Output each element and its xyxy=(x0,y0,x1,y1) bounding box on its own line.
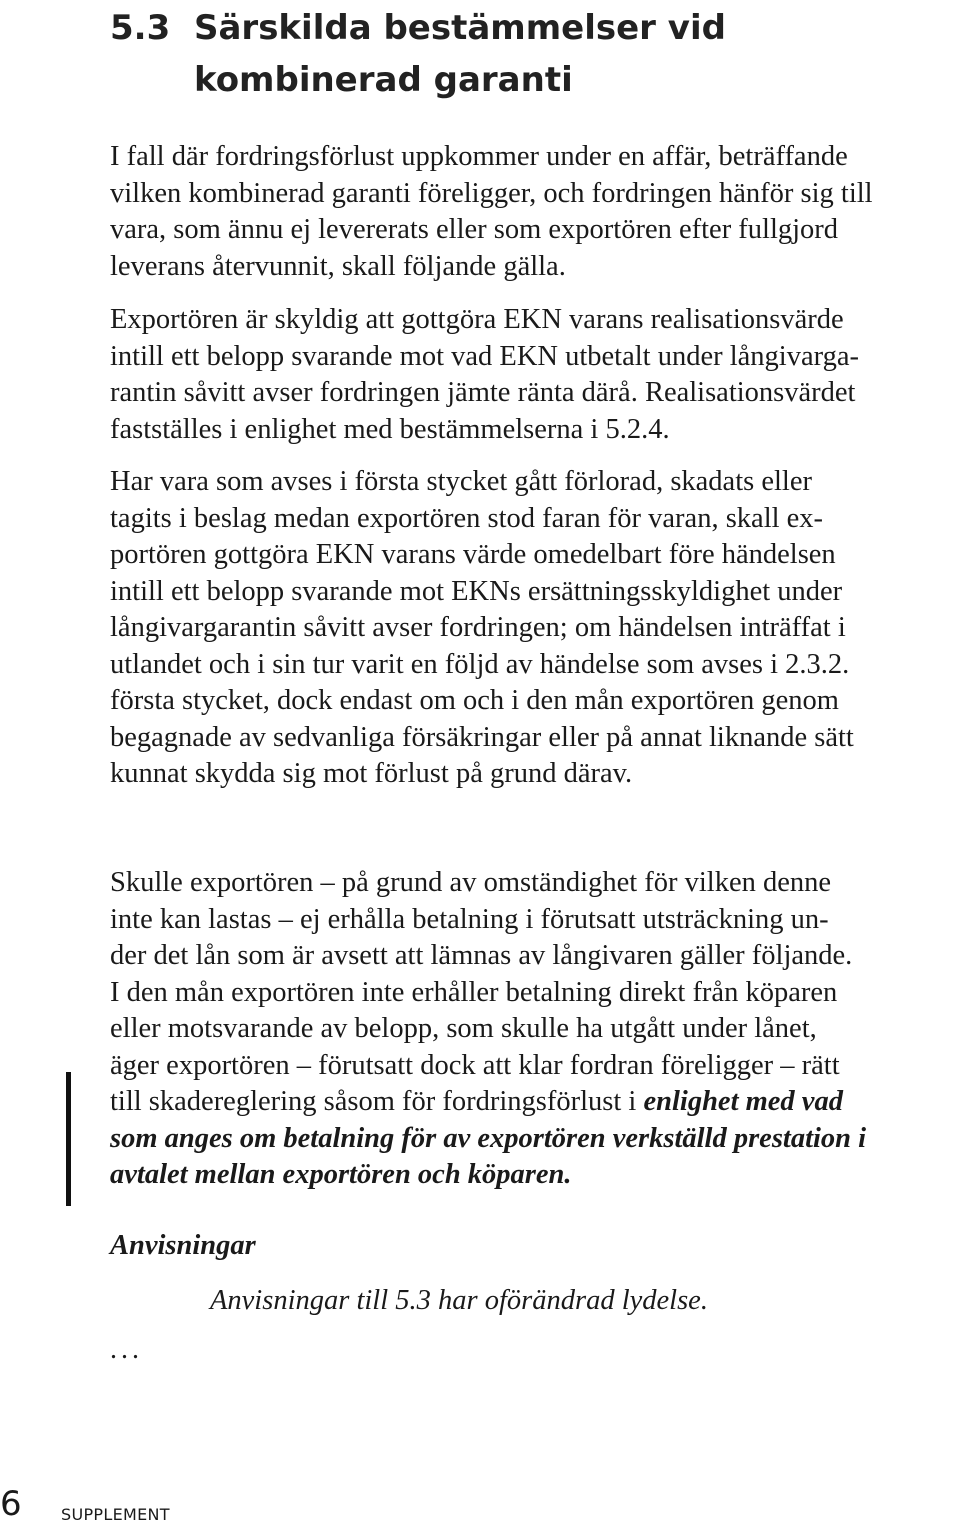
text-line: äger exportören – förutsatt dock att klar fordran föreligger – rätt xyxy=(110,1049,840,1081)
ellipsis: ... xyxy=(110,1334,143,1365)
text-line: Exportören är skyldig att gottgöra EKN varans realisationsvärde xyxy=(110,304,844,335)
amended-text-line: som anges om betalning för av exportören verkställd prestation i xyxy=(110,1122,867,1154)
text-line: rantin såvitt avser fordringen jämte ränta därå. Realisationsvärdet xyxy=(110,377,856,408)
text-line: eller motsvarande av belopp, som skulle ha utgått under lånet, xyxy=(110,1013,817,1044)
text-line: Skulle exportören – på grund av omständighet för vilken denne xyxy=(110,867,832,898)
anvisningar-text: Anvisningar till 5.3 har oförändrad lydelse. xyxy=(210,1285,708,1316)
text-line: kunnat skydda sig mot förlust på grund därav. xyxy=(110,758,633,789)
section-title-line: Särskilda bestämmelser vid xyxy=(194,8,726,48)
page-number: 6 xyxy=(0,1484,22,1524)
text-line xyxy=(110,1084,942,1121)
text-line: långivargarantin såvitt avser fordringen; om händelsen inträffat i xyxy=(110,612,846,643)
text-line: vilken kombinerad garanti föreligger, och fordringen hänför sig till xyxy=(110,177,873,209)
text-line: I fall där fordringsförlust uppkommer under en affär, beträffande xyxy=(110,141,848,172)
text-line: leverans återvunnit, skall följande gälla. xyxy=(110,250,566,282)
text-line: vara, som ännu ej levererats eller som exportören efter fullgjord xyxy=(110,214,839,245)
footer-label: SUPPLEMENT xyxy=(61,1505,170,1524)
paragraph-1 xyxy=(110,139,942,285)
section-number: 5.3 xyxy=(110,8,171,48)
text-line: begagnade av sedvanliga försäkringar eller på annat liknande sätt xyxy=(110,721,854,753)
section-title xyxy=(194,2,814,106)
text-line: första stycket, dock endast om och i den mån exportören genom xyxy=(110,685,839,716)
text-line: inte kan lastas – ej erhålla betalning i förutsatt utsträckning un- xyxy=(110,903,829,935)
paragraph-4 xyxy=(110,865,942,1194)
text-line: intill ett belopp svarande mot EKNs ersättningsskyldighet under xyxy=(110,575,843,607)
text-line: tagits i beslag medan exportören stod faran för varan, skall ex- xyxy=(110,502,824,534)
anvisningar-heading: Anvisningar xyxy=(110,1230,256,1261)
text-line: intill ett belopp svarande mot vad EKN utbetalt under långivarga- xyxy=(110,340,859,372)
section-title-line: kombinerad garanti xyxy=(194,60,573,100)
amended-text-line: avtalet mellan exportören och köparen. xyxy=(110,1159,572,1190)
text-line: portören gottgöra EKN varans värde omedelbart före händelsen xyxy=(110,539,836,570)
paragraph-2 xyxy=(110,302,942,448)
text-line: fastställes i enlighet med bestämmelserna i 5.2.4. xyxy=(110,413,670,445)
paragraph-3 xyxy=(110,464,942,793)
text-plain: till skadereglering såsom för fordringsförlust i xyxy=(110,1086,644,1117)
section-heading xyxy=(110,2,814,106)
text-line: der det lån som är avsett att lämnas av långivaren gäller följande. xyxy=(110,940,853,971)
text-line: utlandet och i sin tur varit en följd av händelse som avses i 2.3.2. xyxy=(110,648,850,680)
text-line: Har vara som avses i första stycket gått förlorad, skadats eller xyxy=(110,466,812,497)
text-line: I den mån exportören inte erhåller betalning direkt från köparen xyxy=(110,976,838,1008)
change-bar xyxy=(66,1072,71,1206)
amended-text: enlighet med vad xyxy=(643,1086,843,1117)
